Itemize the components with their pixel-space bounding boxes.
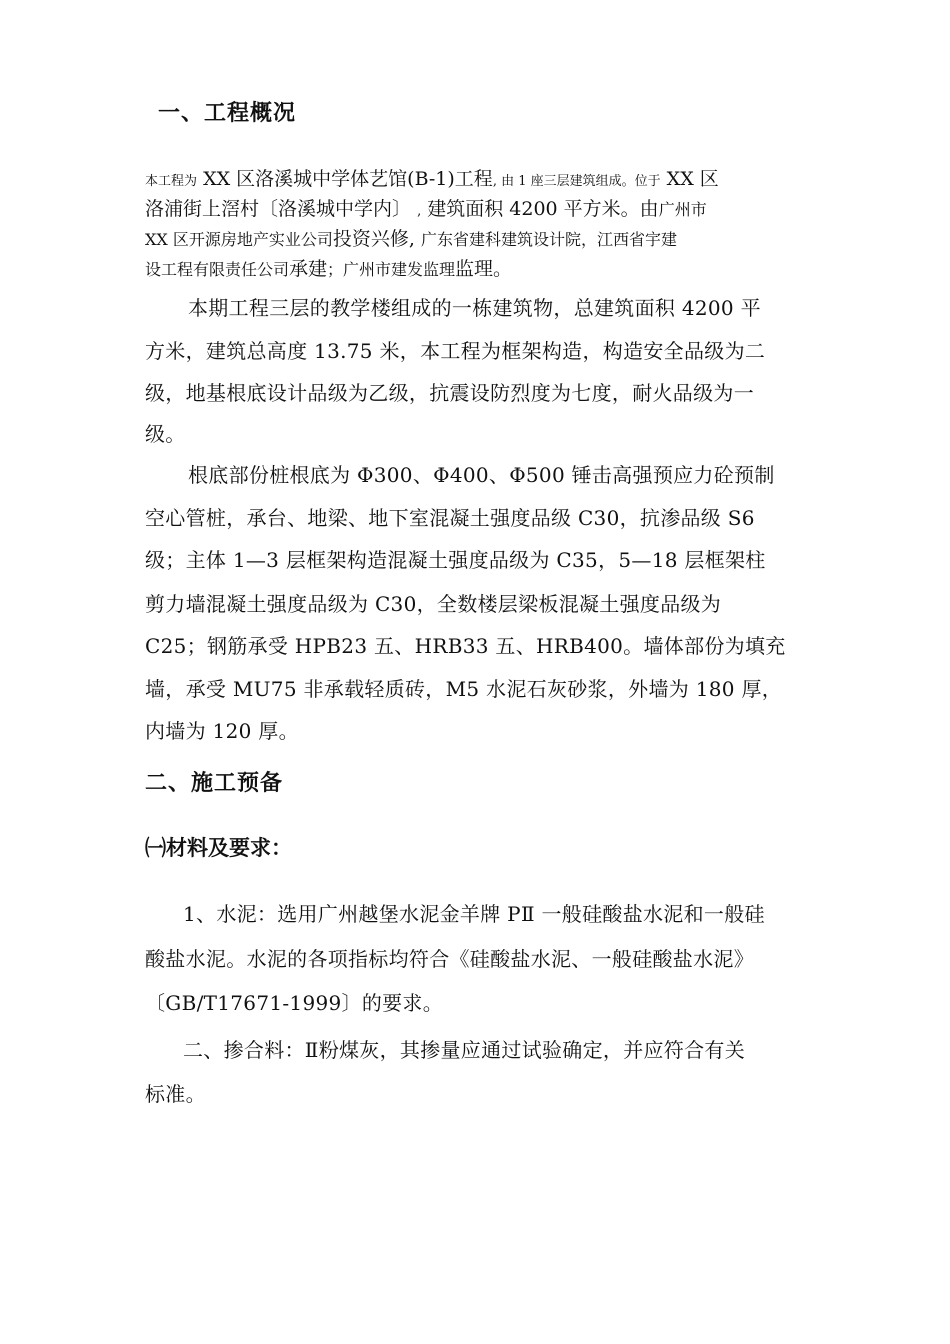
- subsection-heading-materials: ㈠材料及要求：: [145, 836, 292, 860]
- intro-line-3: [145, 224, 677, 251]
- intro-text: 设工程有限责任公司: [145, 260, 290, 279]
- paragraph-line: 本期工程三层的教学楼组成的一栋建筑物，总建筑面积 4200 平: [188, 296, 761, 320]
- intro-text: ,: [408, 228, 415, 250]
- section-heading-project-overview: 一、工程概况: [158, 101, 297, 126]
- paragraph-line: 二、掺合料：Ⅱ粉煤灰，其掺量应通过试验确定，并应符合有关: [183, 1038, 745, 1062]
- paragraph-line: 方米，建筑总高度 13.75 米，本工程为框架构造，构造安全品级为二: [145, 339, 766, 363]
- intro-text: 洛浦街上滘村〔洛溪城中学内〕: [145, 198, 412, 220]
- paragraph-line: 级。: [145, 422, 186, 446]
- intro-text: 承建: [289, 258, 328, 280]
- intro-line-4: [145, 254, 512, 281]
- intro-text: 广州市: [658, 200, 707, 219]
- section-heading-construction-prep: 二、施工预备: [145, 771, 284, 796]
- intro-text: 广东省建科建筑设计院，江西省宇建: [420, 230, 677, 249]
- intro-text: 本工程为: [145, 174, 198, 189]
- paragraph-line: 空心管桩，承台、地梁、地下室混凝土强度品级 C30，抗渗品级 S6: [145, 506, 755, 530]
- paragraph-line: 内墙为 120 厚。: [145, 719, 299, 743]
- paragraph-line: 根底部份桩根底为 Φ300、Φ400、Φ500 锤击高强预应力砼预制: [188, 463, 775, 487]
- paragraph-line: 酸盐水泥。水泥的各项指标均符合《硅酸盐水泥、一般硅酸盐水泥》: [145, 947, 754, 971]
- intro-line-2: [145, 194, 707, 221]
- paragraph-line: 〔GB/T17671-1999〕的要求。: [145, 991, 444, 1015]
- intro-text: ；广州市建发监理: [327, 260, 456, 279]
- paragraph-line: C25；钢筋承受 HPB23 五、HRB33 五、HRB400。墙体部份为填充: [145, 634, 786, 658]
- intro-text: XX 区开源房地产实业公司: [145, 230, 333, 249]
- paragraph-line: 1、水泥：选用广州越堡水泥金羊牌 PⅡ 一般硅酸盐水泥和一般硅: [183, 902, 765, 926]
- paragraph-line: 剪力墙混凝土强度品级为 C30，全数楼层梁板混凝土强度品级为: [145, 592, 722, 616]
- intro-text: 建筑面积 4200 平方米。由: [427, 198, 659, 220]
- intro-text: XX 区洛溪城中学体艺馆(B-1)工程: [203, 168, 493, 190]
- intro-text: 监理。: [455, 258, 513, 280]
- intro-line-1: [145, 164, 719, 191]
- intro-text: XX 区: [666, 168, 719, 190]
- intro-text: 投资兴修: [332, 228, 409, 250]
- intro-text: , 由 1 座三层建筑组成。位于: [492, 174, 661, 189]
- paragraph-line: 墙，承受 MU75 非承载轻质砖，M5 水泥石灰砂浆，外墙为 180 厚，: [145, 677, 783, 701]
- paragraph-line: 级，地基根底设计品级为乙级，抗震设防烈度为七度，耐火品级为一: [145, 381, 754, 405]
- paragraph-line: 级；主体 1—3 层框架构造混凝土强度品级为 C35，5—18 层框架柱: [145, 548, 766, 572]
- paragraph-line: 标准。: [145, 1082, 206, 1106]
- intro-text: ,: [417, 204, 422, 219]
